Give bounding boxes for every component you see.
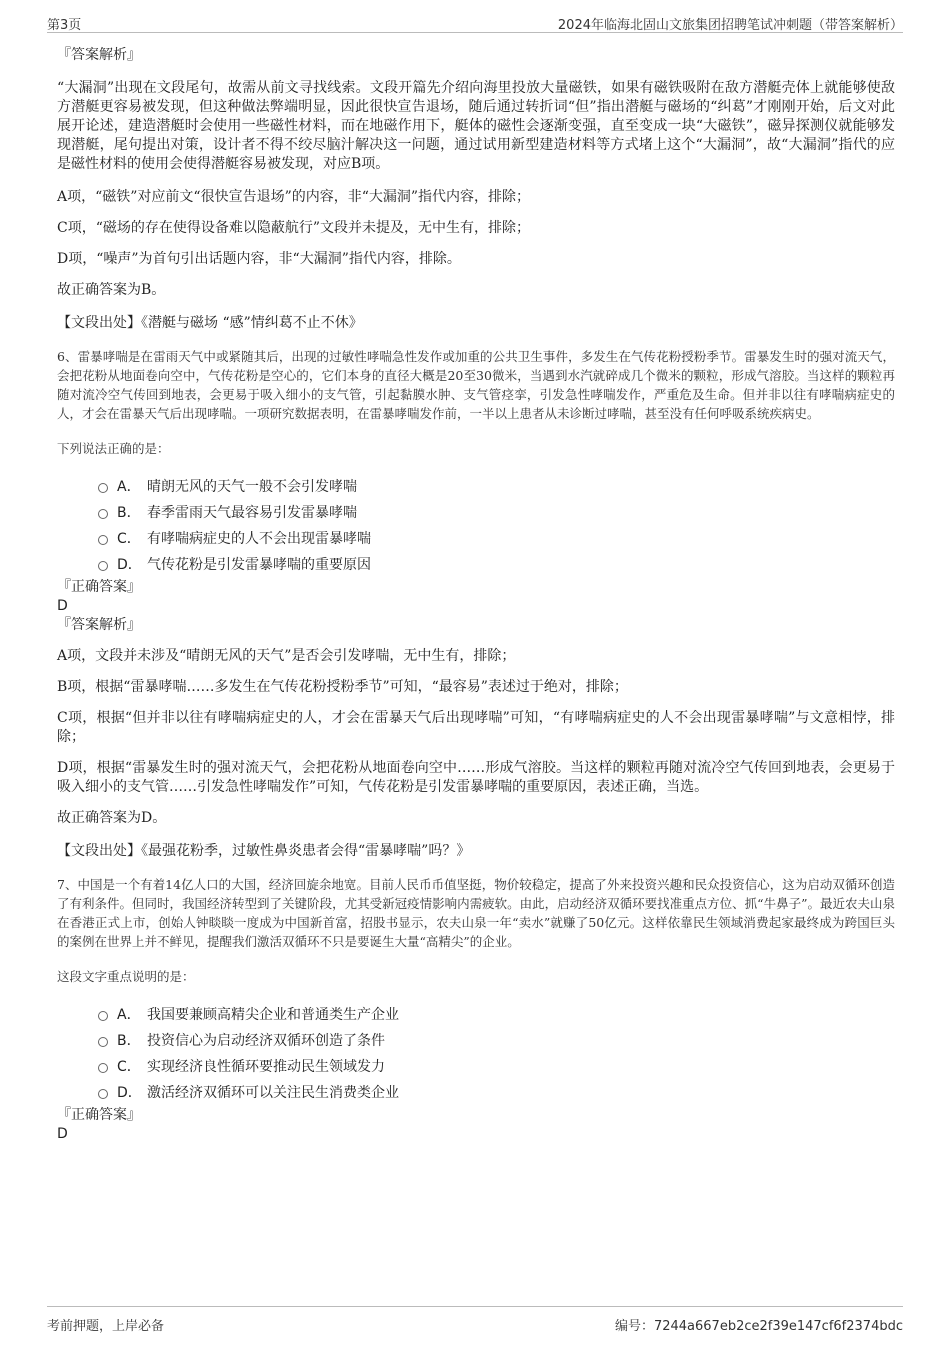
- q6-source: 【文段出处】《最强花粉季，过敏性鼻炎患者会得“雷暴哮喘”吗？》: [57, 843, 471, 859]
- radio-icon[interactable]: [98, 509, 108, 519]
- q7-answer-label: 『正确答案』: [57, 1107, 141, 1123]
- q5-source: 【文段出处】《潜艇与磁场 “感”情纠葛不止不休》: [57, 315, 363, 331]
- q6-answer: D: [57, 598, 68, 614]
- q7-options: [57, 1002, 895, 1106]
- q7-prompt: 这段文字重点说明的是：: [57, 969, 195, 984]
- q6-option-c[interactable]: C． 有哮喘病症史的人不会出现雷暴哮喘: [57, 526, 895, 552]
- q5-analysis-label: 『答案解析』: [57, 47, 141, 63]
- q5-conclusion: 故正确答案为B。: [57, 282, 166, 298]
- q6-passage: 6、雷暴哮喘是在雷雨天气中或紧随其后，出现的过敏性哮喘急性发作或加重的公共卫生事件，多发生在气传花粉授粉季节。雷暴发生时的强对流天气，会把花粉从地面卷向空中，气传花粉是空心的，它们本身的直径大概是20至30微米，当遇到水汽就碎成几个微米的颗粒，形成气溶胶。当这样的颗粒再随对流冷空气传回到地表，会更易于吸入细小的支气管，引起黏膜水肿、支气管痉挛，引发急性哮喘发作，严重危及生命。但并非以往有哮喘病症史的人，才会在雷暴天气后出现哮喘。一项研究数据表明，在雷暴哮喘发作前，一半以上患者从未诊断过哮喘，甚至没有任何呼吸系统疾病史。: [57, 349, 895, 421]
- q7-option-b[interactable]: B． 投资信心为启动经济双循环创造了条件: [57, 1028, 895, 1054]
- q7-passage: 7、中国是一个有着14亿人口的大国，经济回旋余地宽。目前人民币币值坚挺，物价较稳定，提高了外来投资兴趣和民众投资信心，这为启动双循环创造了有利条件。但同时，我国经济转型到了关键阶段，尤其受新冠疫情影响内需疲软。由此，启动经济双循环要找准重点方位、抓“牛鼻子”。最近农夫山泉在香港正式上市，创始人钟睒睒一度成为中国新首富，招股书显示，农夫山泉一年“卖水”就赚了50亿元。这样依靠民生领域消费起家最终成为跨国巨头的案例在世界上并不鲜见，提醒我们激活双循环不只是要诞生大量“高精尖”的企业。: [57, 877, 895, 949]
- radio-icon[interactable]: [98, 1011, 108, 1021]
- q5-analysis-a: A项，“磁铁”对应前文“很快宣告退场”的内容，非“大漏洞”指代内容，排除；: [57, 189, 531, 205]
- q6-option-b[interactable]: B． 春季雷雨天气最容易引发雷暴哮喘: [57, 500, 895, 526]
- radio-icon[interactable]: [98, 1037, 108, 1047]
- q6-prompt: 下列说法正确的是：: [57, 441, 170, 456]
- radio-icon[interactable]: [98, 1089, 108, 1099]
- q5-analysis-text: “大漏洞”出现在文段尾句，故需从前文寻找线索。文段开篇先介绍向海里投放大量磁铁，如果有磁铁吸附在敌方潜艇壳体上就能够使敌方潜艇更容易被发现，但这种做法弊端明显，因此很快宣告退场，随后通过转折词“但”指出潜艇与磁场的“纠葛”才刚刚开始，后文对此展开论述，建造潜艇时会使用一些磁性材料，而在地磁作用下，艇体的磁性会逐渐变强，直至变成一块“大磁铁”，磁异探测仪就能够发现潜艇，尾句提出对策，设计者不得不绞尽脑汁解决这一问题，通过试用新型建造材料等方式堵上这个“大漏洞”，故“大漏洞”指代的应是磁性材料的使用会使得潜艇容易被发现，对应B项。: [57, 80, 895, 172]
- q6-answer-label: 『正确答案』: [57, 579, 141, 595]
- page-header: [47, 12, 903, 33]
- q6-option-d[interactable]: D． 气传花粉是引发雷暴哮喘的重要原因: [57, 552, 895, 578]
- footer-slogan: 考前押题，上岸必备: [47, 1319, 165, 1334]
- document-code: 编号：7244a667eb2ce2f39e147cf6f2374bdc: [614, 1319, 903, 1334]
- radio-icon[interactable]: [98, 1063, 108, 1073]
- radio-icon[interactable]: [98, 483, 108, 493]
- q7-option-c[interactable]: C． 实现经济良性循环要推动民生领域发力: [57, 1054, 895, 1080]
- q5-analysis-c: C项，“磁场的存在使得设备难以隐蔽航行”文段并未提及，无中生有，排除；: [57, 220, 531, 236]
- q6-analysis-d: D项，根据“雷暴发生时的强对流天气，会把花粉从地面卷向空中……形成气溶胶。当这样的颗粒再随对流冷空气传回到地表，会更易于吸入细小的支气管……引发急性哮喘发作”可知，气传花粉是引发雷暴哮喘的重要原因，表述正确，当选。: [57, 760, 895, 795]
- radio-icon[interactable]: [98, 535, 108, 545]
- page-number: 第3页: [47, 18, 82, 33]
- q6-option-a[interactable]: A． 晴朗无风的天气一般不会引发哮喘: [57, 474, 895, 500]
- radio-icon[interactable]: [98, 561, 108, 571]
- page-footer: [47, 1306, 903, 1334]
- document-body: [57, 46, 895, 1144]
- document-title: 2024年临海北固山文旅集团招聘笔试冲刺题（带答案解析）: [557, 18, 903, 33]
- q6-analysis-c: C项，根据“但并非以往有哮喘病症史的人，才会在雷暴天气后出现哮喘”可知，“有哮喘病症史的人不会出现雷暴哮喘”与文意相悖，排除；: [57, 710, 895, 745]
- q7-option-a[interactable]: A． 我国要兼顾高精尖企业和普通类生产企业: [57, 1002, 895, 1028]
- q6-conclusion: 故正确答案为D。: [57, 810, 167, 826]
- q7-answer: D: [57, 1126, 68, 1142]
- q6-options: [57, 474, 895, 578]
- q5-analysis-d: D项，“噪声”为首句引出话题内容，非“大漏洞”指代内容，排除。: [57, 251, 461, 267]
- q6-analysis-a: A项，文段并未涉及“晴朗无风的天气”是否会引发哮喘，无中生有，排除；: [57, 648, 516, 664]
- q7-option-d[interactable]: D． 激活经济双循环可以关注民生消费类企业: [57, 1080, 895, 1106]
- q6-analysis-b: B项，根据“雷暴哮喘……多发生在气传花粉授粉季节”可知，“最容易”表述过于绝对，排除；: [57, 679, 628, 695]
- q6-analysis-label: 『答案解析』: [57, 617, 141, 633]
